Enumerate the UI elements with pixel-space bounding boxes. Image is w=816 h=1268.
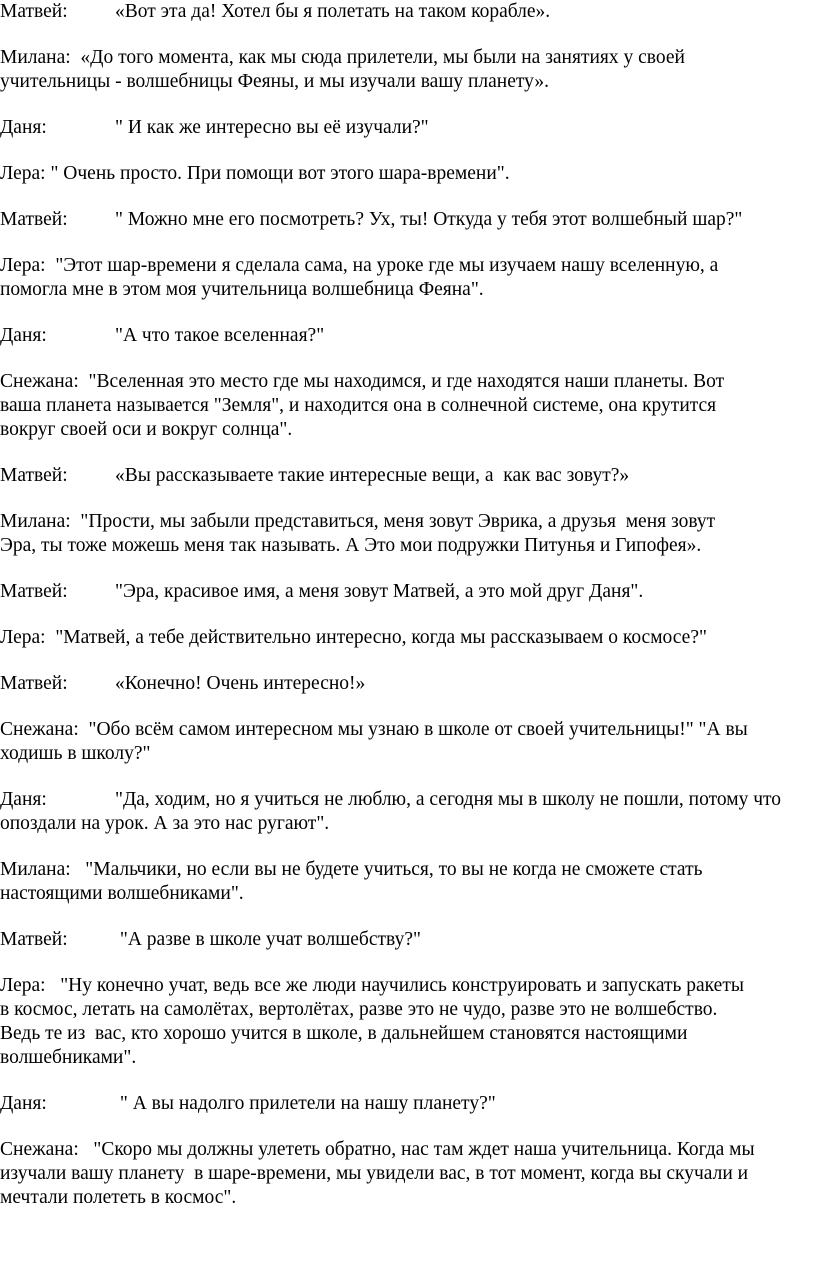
dialogue-paragraph — [0, 116, 816, 140]
dialogue-line — [0, 208, 816, 232]
line-text: " А вы надолго прилетели на нашу планету?" — [115, 1093, 496, 1114]
dialogue-paragraph — [0, 858, 816, 906]
line-text: «Вы рассказываете такие интересные вещи, а как вас зовут?» — [115, 465, 630, 486]
speaker-name: Даня: — [0, 1093, 47, 1114]
dialogue-paragraph — [0, 324, 816, 348]
line-text: " Очень просто. При помощи вот этого шара-времени". — [45, 163, 510, 184]
dialogue-paragraph — [0, 788, 816, 836]
line-text: Эра, ты тоже можешь меня так называть. А Это мои подружки Питунья и Гипофея». — [0, 535, 702, 556]
dialogue-paragraph — [0, 510, 816, 558]
line-text: "Матвей, а тебе действительно интересно, когда мы рассказываем о космосе?" — [45, 627, 707, 648]
dialogue-line — [0, 928, 816, 952]
line-text: изучали вашу планету в шаре-времени, мы увидели вас, в тот момент, когда вы скучали и — [0, 1163, 749, 1184]
dialogue-line — [0, 974, 816, 998]
dialogue-line — [0, 162, 816, 186]
dialogue-line — [0, 46, 816, 70]
line-text: "Эра, красивое имя, а меня зовут Матвей, а это мой друг Даня". — [115, 581, 644, 602]
dialogue-paragraph — [0, 718, 816, 766]
speaker-name: Матвей: — [0, 209, 68, 230]
dialogue-line — [0, 580, 816, 604]
dialogue-line — [0, 1162, 816, 1186]
speaker-name: Снежана: — [0, 371, 79, 392]
dialogue-paragraph — [0, 626, 816, 650]
line-text: «Вот эта да! Хотел бы я полетать на таком корабле». — [115, 1, 551, 22]
dialogue-line — [0, 626, 816, 650]
line-text: волшебниками". — [0, 1047, 137, 1068]
line-text: "А разве в школе учат волшебству?" — [115, 929, 421, 950]
dialogue-paragraph — [0, 0, 816, 24]
line-text: ходишь в школу?" — [0, 743, 151, 764]
dialogue-line — [0, 718, 816, 742]
line-text: мечтали полететь в космос". — [0, 1187, 237, 1208]
dialogue-paragraph — [0, 580, 816, 604]
dialogue-paragraph — [0, 672, 816, 696]
dialogue-paragraph — [0, 1138, 816, 1210]
dialogue-line — [0, 510, 816, 534]
dialogue-line — [0, 742, 816, 766]
dialogue-line — [0, 324, 816, 348]
dialogue-paragraph — [0, 208, 816, 232]
dialogue-line — [0, 1046, 816, 1070]
dialogue-line — [0, 1138, 816, 1162]
dialogue-line — [0, 672, 816, 696]
dialogue-line — [0, 370, 816, 394]
line-text: "Скоро мы должны улететь обратно, нас там ждет наша учительница. Когда мы — [78, 1139, 755, 1160]
line-text: помогла мне в этом моя учительница волшебница Феяна". — [0, 279, 484, 300]
speaker-name: Даня: — [0, 789, 47, 810]
speaker-name: Матвей: — [0, 1, 68, 22]
speaker-name: Милана: — [0, 47, 71, 68]
line-text: "Ну конечно учат, ведь все же люди научились конструировать и запускать ракеты — [45, 975, 744, 996]
speaker-name: Лера: — [0, 975, 46, 996]
speaker-name: Даня: — [0, 325, 47, 346]
dialogue-paragraph — [0, 254, 816, 302]
dialogue-line — [0, 812, 816, 836]
line-text: "Вселенная это место где мы находимся, и где находятся наши планеты. Вот — [78, 371, 725, 392]
line-text: опоздали на урок. А за это нас ругают". — [0, 813, 330, 834]
dialogue-paragraph — [0, 46, 816, 94]
dialogue-paragraph — [0, 162, 816, 186]
line-text: настоящими волшебниками". — [0, 883, 244, 904]
dialogue-paragraph — [0, 974, 816, 1070]
dialogue-line — [0, 254, 816, 278]
dialogue-line — [0, 394, 816, 418]
speaker-name: Матвей: — [0, 465, 68, 486]
dialogue-line — [0, 1092, 816, 1116]
speaker-name: Милана: — [0, 511, 71, 532]
dialogue-paragraph — [0, 464, 816, 488]
line-text: " Можно мне его посмотреть? Ух, ты! Откуда у тебя этот волшебный шар?" — [115, 209, 743, 230]
dialogue-line — [0, 788, 816, 812]
dialogue-line — [0, 858, 816, 882]
dialogue-line — [0, 70, 816, 94]
line-text: "Мальчики, но если вы не будете учиться, то вы не когда не сможете стать — [70, 859, 703, 880]
line-text: "Обо всём самом интересном мы узнаю в школе от своей учительницы!" "А вы — [78, 719, 748, 740]
dialogue-line — [0, 1186, 816, 1210]
speaker-name: Милана: — [0, 859, 71, 880]
dialogue-line — [0, 0, 816, 24]
dialogue-line — [0, 998, 816, 1022]
speaker-name: Снежана: — [0, 719, 79, 740]
dialogue-line — [0, 534, 816, 558]
speaker-name: Матвей: — [0, 581, 68, 602]
dialogue-line — [0, 464, 816, 488]
line-text: "Да, ходим, но я учиться не люблю, а сегодня мы в школу не пошли, потому что — [115, 789, 782, 810]
line-text: «До того момента, как мы сюда прилетели, мы были на занятиях у своей — [70, 47, 685, 68]
dialogue-line — [0, 278, 816, 302]
dialogue-paragraph — [0, 1092, 816, 1116]
line-text: " И как же интересно вы её изучали?" — [115, 117, 429, 138]
dialogue-paragraph — [0, 928, 816, 952]
dialogue-line — [0, 1022, 816, 1046]
speaker-name: Лера: — [0, 627, 46, 648]
line-text: "Прости, мы забыли представиться, меня зовут Эврика, а друзья меня зовут — [70, 511, 716, 532]
line-text: учительницы - волшебницы Феяны, и мы изучали вашу планету». — [0, 71, 549, 92]
dialogue-paragraph — [0, 370, 816, 442]
line-text: ваша планета называется "Земля", и находится она в солнечной системе, она крутится — [0, 395, 717, 416]
dialogue-line — [0, 882, 816, 906]
line-text: Ведь те из вас, кто хорошо учится в школе, в дальнейшем становятся настоящими — [0, 1023, 688, 1044]
line-text: «Конечно! Очень интересно!» — [115, 673, 366, 694]
line-text: "Этот шар-времени я сделала сама, на уроке где мы изучаем нашу вселенную, а — [45, 255, 719, 276]
speaker-name: Даня: — [0, 117, 47, 138]
dialogue-line — [0, 418, 816, 442]
speaker-name: Матвей: — [0, 673, 68, 694]
line-text: "А что такое вселенная?" — [115, 325, 325, 346]
speaker-name: Матвей: — [0, 929, 68, 950]
dialogue-line — [0, 116, 816, 140]
speaker-name: Снежана: — [0, 1139, 79, 1160]
line-text: в космос, летать на самолётах, вертолётах, разве это не чудо, разве это не волшебство. — [0, 999, 718, 1020]
line-text: вокруг своей оси и вокруг солнца". — [0, 419, 293, 440]
speaker-name: Лера: — [0, 163, 46, 184]
speaker-name: Лера: — [0, 255, 46, 276]
